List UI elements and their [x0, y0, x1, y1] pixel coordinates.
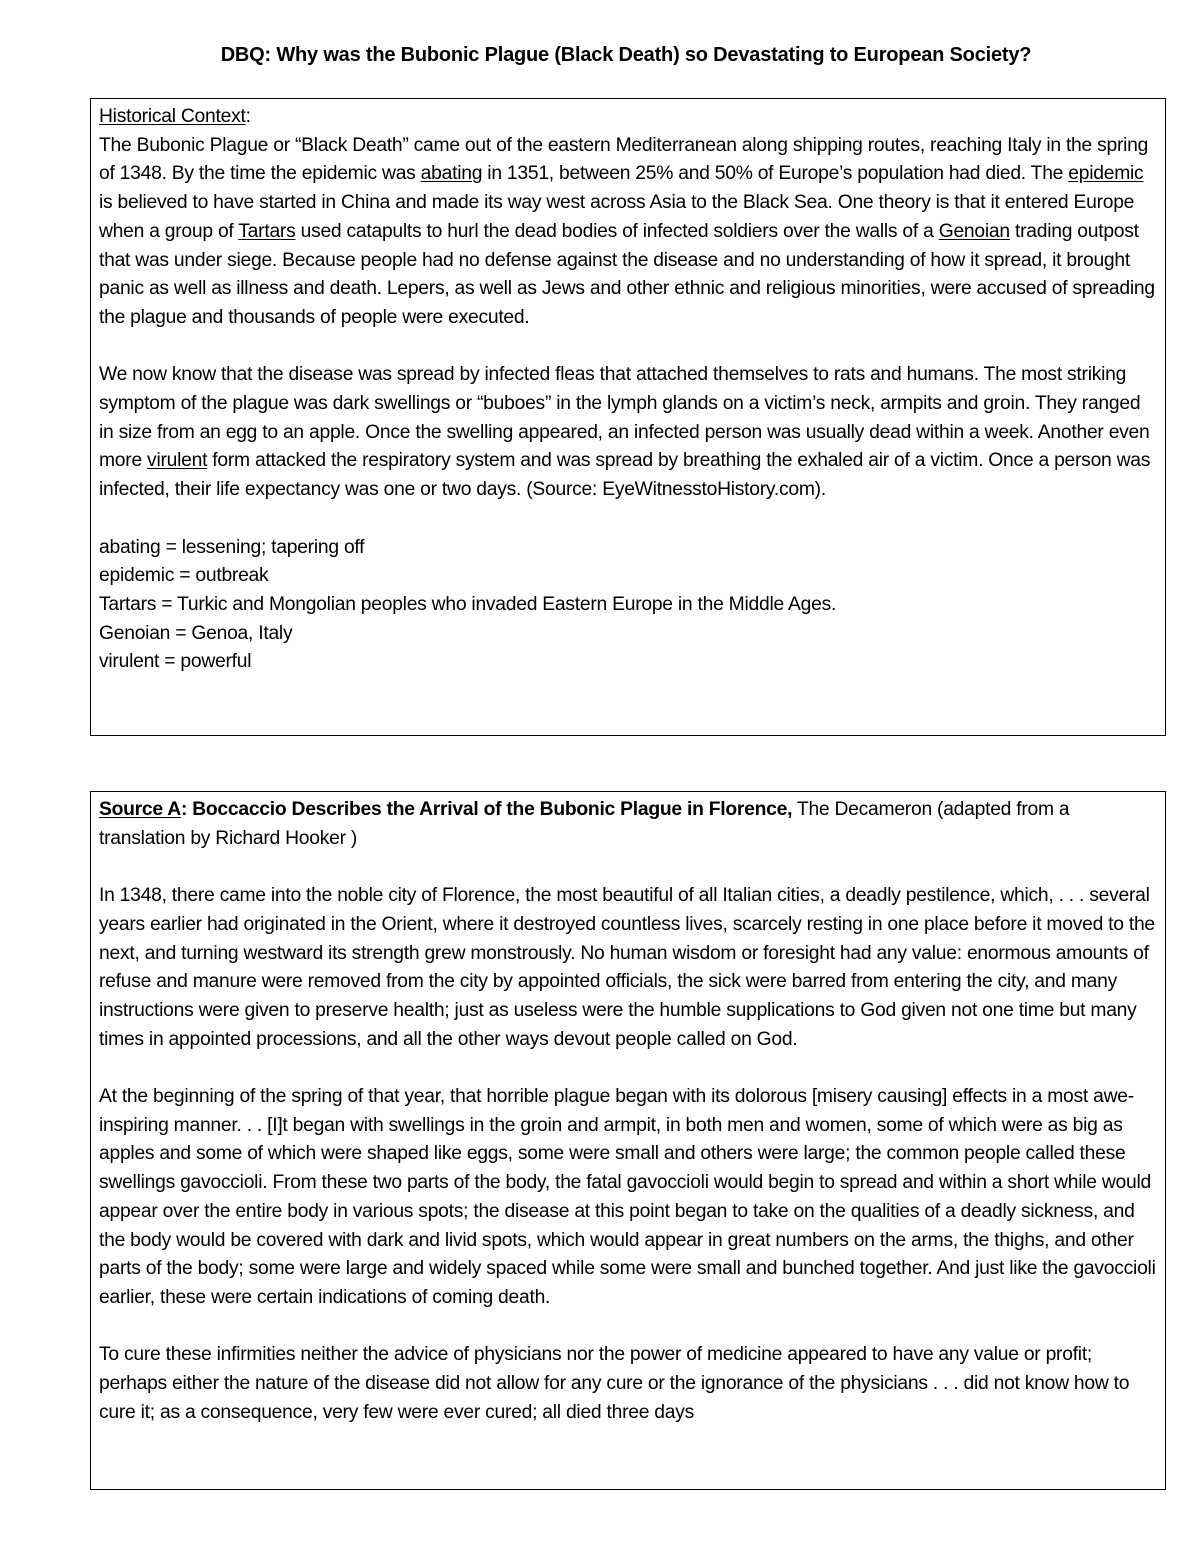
vocab-word: abating: [420, 163, 483, 185]
source-a-heading: Source A: Boccaccio Describes the Arrival of the Bubonic Plague in Florence, The Decameron (adapted from a translation by Richard Hooker ): [99, 799, 1070, 849]
glossary-item: epidemic = outbreak: [99, 565, 269, 587]
glossary-item: virulent = powerful: [99, 651, 252, 673]
glossary: [99, 534, 1157, 678]
glossary-item: Tartars = Turkic and Mongolian peoples who invaded Eastern Europe in the Middle Ages.: [99, 593, 837, 615]
page-title: DBQ: Why was the Bubonic Plague (Black Death) so Devastating to European Society?: [220, 44, 1032, 66]
historical-context-heading: Historical Context:: [99, 106, 251, 127]
historical-context-paragraph-1: Historical Context: The Bubonic Plague or “Black Death” came out of the eastern Mediterranean along shipping routes, reaching Italy in the spring of 1348. By the time the epidemic was abating in 1351, between 25% and 50% of Europe’s population had died. The epidemic is believed to have started in China and made its way west across Asia to the Black Sea. One theory is that it entered Europe when a group of Tartars used catapults to hurl the dead bodies of infected soldiers over the walls of a Genoian trading outpost that was under siege. Because people had no defense against the disease and no understanding of how it spread, it brought panic as well as illness and death. Lepers, as well as Jews and other ethnic and religious minorities, were accused of spreading the plague and thousands of people were executed.: [99, 106, 1155, 328]
source-a-attribution: The Decameron (adapted from a translation by Richard Hooker ): [99, 799, 1070, 849]
vocab-word: epidemic: [1068, 163, 1144, 185]
source-a-box: [90, 791, 1166, 1490]
source-a-label: Source A: [99, 799, 181, 820]
source-a-title: Boccaccio Describes the Arrival of the Bubonic Plague in Florence,: [187, 799, 793, 820]
source-a-paragraph-3: To cure these infirmities neither the advice of physicians nor the power of medicine appeared to have any value or profit; perhaps either the nature of the disease did not allow for any cure or the ignorance of the physicians . . . did not know how to cure it; as a consequence, very few were ever cured; all died three days: [99, 1344, 1130, 1423]
vocab-word: Genoian: [938, 220, 1010, 242]
vocab-word: virulent: [147, 450, 208, 472]
glossary-item: Genoian = Genoa, Italy: [99, 622, 293, 644]
source-a-paragraph-2: At the beginning of the spring of that year, that horrible plague began with its dolorous [misery causing] effects in a most awe-inspiring manner. . . [I]t began with swellings in the groin and armpit, in both men and women, some of which were as big as apples and some of which were shaped like eggs, some were small and others were large; the common people called these swellings gavoccioli. From these two parts of the body, the fatal gavoccioli would begin to spread and within a short while would appear over the entire body in various spots; the disease at this point began to take on the qualities of a deadly sickness, and the body would be covered with dark and livid spots, which would appear in great numbers on the arms, the thighs, and other parts of the body; some were large and widely spaced while some were small and bunched together. And just like the gavoccioli earlier, these were certain indications of coming death.: [99, 1086, 1156, 1308]
historical-context-paragraph-2: We now know that the disease was spread by infected fleas that attached themselves to rats and humans. The most striking symptom of the plague was dark swellings or “buboes” in the lymph glands on a victim’s neck, armpits and groin. They ranged in size from an egg to an apple. Once the swelling appeared, an infected person was usually dead within a week. Another even more virulent form attacked the respiratory system and was spread by breathing the exhaled air of a victim. Once a person was infected, their life expectancy was one or two days. (Source: EyeWitnesstoHistory.com).: [99, 364, 1151, 501]
source-a-paragraph-1: In 1348, there came into the noble city of Florence, the most beautiful of all Italian cities, a deadly pestilence, which, . . . several years earlier had originated in the Orient, where it destroyed countless lives, scarcely resting in one place before it moved to the next, and turning westward its strength grew monstrously. No human wisdom or foresight had any value: enormous amounts of refuse and manure were removed from the city by appointed officials, the sick were barred from entering the city, and many instructions were given to preserve health; just as useless were the humble supplications to God given not one time but many times in appointed processions, and all the other ways devout people called on God.: [99, 885, 1155, 1050]
vocab-word: Tartars: [238, 220, 296, 242]
glossary-item: abating = lessening; tapering off: [99, 536, 365, 558]
historical-context-box: [90, 98, 1166, 736]
